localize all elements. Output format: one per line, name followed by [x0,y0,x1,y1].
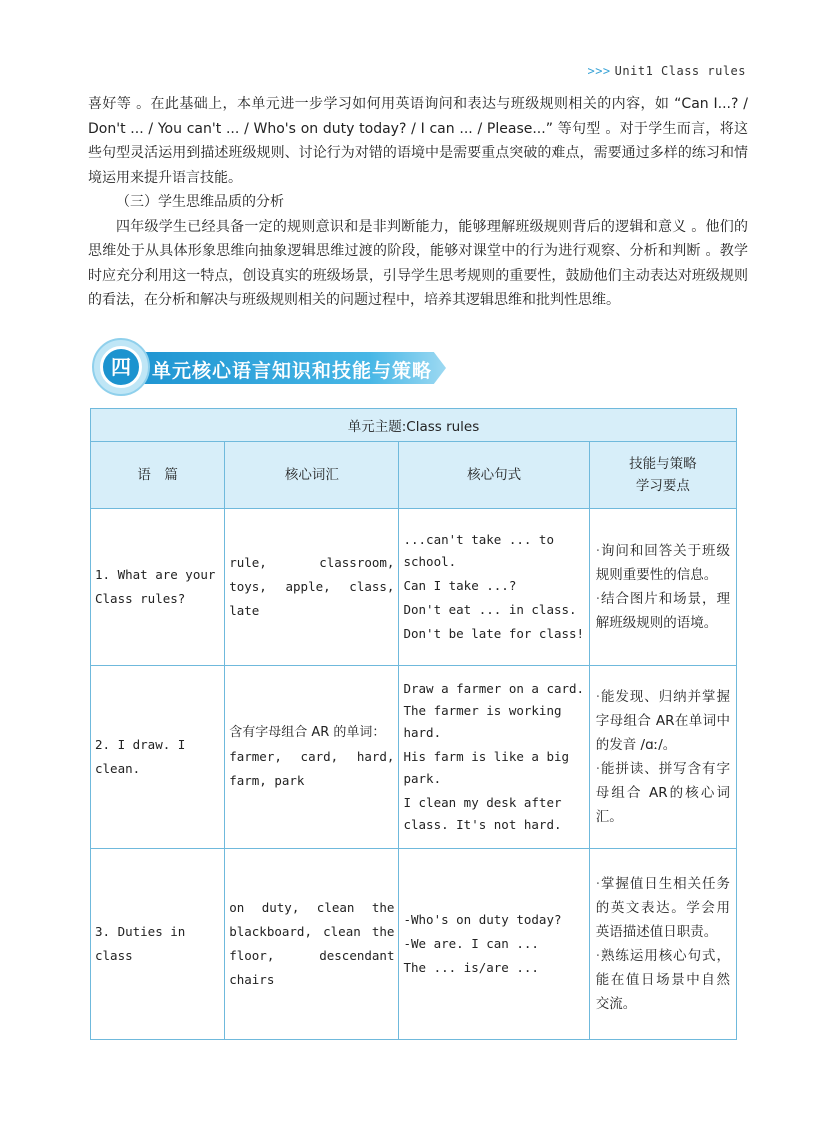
unit-theme: 单元主题:Class rules [91,409,737,442]
lesson-cell: 3. Duties in class [91,849,225,1040]
sentence: His farm is like a big park. [403,749,570,786]
sentence: Can I take ...? [403,578,517,593]
header-arrows: >>> [587,64,611,78]
vocab-cell [225,849,399,1040]
lesson-cell: 2. I draw. I clean. [91,666,225,849]
skill-item: ·能发现、归纳并掌握字母组合 AR在单词中的发音 /ɑː/。 [595,689,730,753]
bullet-dot-icon: · [595,876,601,892]
core-language-table [90,408,737,1040]
skill-item: ·询问和回答关于班级规则重要性的信息。 [595,543,730,583]
sentence-cell [399,509,589,666]
vocab-words: on duty, clean the blackboard, clean the floor, descendant chairs [229,900,395,987]
table-title-row [91,409,737,442]
vocab-words: farmer, card, hard, farm, park [229,749,395,788]
section-number-badge [92,338,150,396]
sentence: -We are. I can ... [403,936,539,951]
bullet-dot-icon: · [595,948,601,964]
sentence: Don't be late for class! [403,626,585,641]
table-header-row [91,442,737,509]
skill-cell [589,666,736,849]
header-skills-line2: 学习要点 [635,478,690,494]
bullet-dot-icon: · [595,689,601,705]
body-text [88,92,748,313]
header-vocab: 核心词汇 [225,442,399,509]
vocab-cell [225,666,399,849]
section-title: 单元核心语言知识和技能与策略 [152,360,433,382]
header-skills [589,442,736,509]
sentence-cell [399,666,589,849]
sentence: Don't eat ... in class. [403,602,577,617]
paragraph-thinking-quality: 四年级学生已经具备一定的规则意识和是非判断能力，能够理解班级规则背后的逻辑和意义 。他们的思维处于从具体形象思维向抽象逻辑思维过渡的阶段，能够对课堂中的行为进行观察、分析和判断 。教学时应充分利用这一特点，创设真实的班级场景，引导学生思考规则的重要性，鼓励他们主动表达对班级规则的看法，在分析和解决与班级规则相关的问题过程中，培养其逻辑思维和批判性思维。 [88,218,748,308]
header-lesson: 语 篇 [91,442,225,509]
bullet-dot-icon: · [595,591,601,607]
subheading-thinking-quality: （三）学生思维品质的分析 [116,194,284,210]
table-row [91,509,737,666]
vocab-description: 含有字母组合 AR 的单词： [229,725,386,740]
page-header [587,64,746,78]
sentence: Draw a farmer on a card. The farmer is working hard. [403,681,585,740]
header-skills-line1: 技能与策略 [629,456,697,472]
skill-item: ·掌握值日生相关任务的英文表达。学会用英语描述值日职责。 [595,876,730,940]
bullet-dot-icon: · [595,543,601,559]
sentence: The ... is/are ... [403,960,539,975]
sentence: -Who's on duty today? [403,912,562,927]
sentence-cell [399,849,589,1040]
vocab-cell [225,509,399,666]
skill-item: ·熟练运用核心句式，能在值日场景中自然交流。 [595,948,730,1012]
skill-item: ·结合图片和场景，理解班级规则的语境。 [595,591,730,631]
sentence: ...can't take ... to school. [403,532,554,569]
table-row [91,666,737,849]
section-number: 四 [100,346,142,388]
skill-item: ·能拼读、拼写含有字母组合 AR的核心词汇。 [595,761,730,825]
paragraph-language-skills: 喜好等 。在此基础上，本单元进一步学习如何用英语询问和表达与班级规则相关的内容，如 “Can I...? / Don't ... / You can't ... / Who's on duty today? / I can ... / Please...” 等句型 。对于学生而言，将这些句型灵活运用到描述班级规则、讨论行为对错的语境中是需要重点突破的难点，需要通过多样的练习和情境运用来提升语言技能。 [88,96,748,186]
skill-cell [589,849,736,1040]
section-banner [92,338,456,400]
table-row [91,849,737,1040]
lesson-cell: 1. What are your Class rules? [91,509,225,666]
bullet-dot-icon: · [595,761,601,777]
header-unit-title: Unit1 Class rules [614,64,746,78]
sentence: I clean my desk after class. It's not hard. [403,795,562,832]
vocab-words: rule, classroom, toys, apple, class, late [229,555,395,618]
header-sentences: 核心句式 [399,442,589,509]
skill-cell [589,509,736,666]
